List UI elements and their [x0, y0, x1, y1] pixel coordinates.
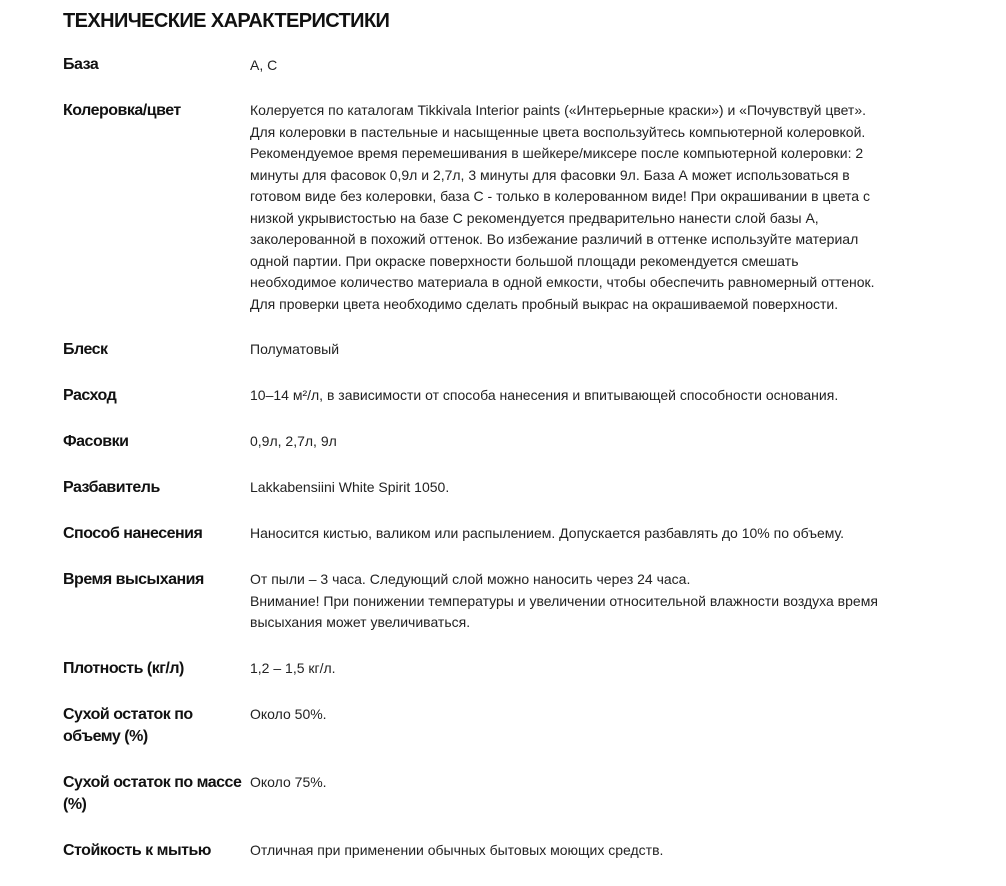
spec-label: Колеровка/цвет [63, 102, 181, 119]
spec-row-packaging [63, 431, 963, 453]
spec-value: Наносится кистью, валиком или распылением. Допускается разбавлять до 10% по объему. [250, 525, 845, 541]
technical-specs-section [63, 8, 963, 886]
spec-label: Фасовки [63, 433, 129, 450]
spec-label: Плотность (кг/л) [63, 659, 184, 677]
spec-value: 1,2 – 1,5 кг/л. [250, 659, 336, 676]
spec-value: Около 50%. [250, 705, 327, 722]
spec-row-solids-volume [63, 704, 963, 748]
spec-row-consumption [63, 385, 963, 407]
spec-value: Lakkabensiini White Spirit 1050. [250, 479, 450, 495]
spec-row-wash-resistance [63, 840, 963, 862]
spec-row-solids-mass [63, 772, 963, 816]
spec-label: Расход [63, 387, 117, 404]
spec-row-tinting [63, 100, 963, 315]
spec-value: Отличная при применении обычных бытовых моющих средств. [250, 841, 664, 858]
spec-label: Стойкость к мытью [63, 841, 211, 859]
spec-row-application [63, 523, 963, 545]
spec-row-density [63, 658, 963, 680]
spec-row-drying-time [63, 569, 963, 634]
spec-label: Разбавитель [63, 479, 160, 496]
spec-label: Блеск [63, 341, 108, 358]
spec-row-gloss [63, 339, 963, 361]
spec-value: 10–14 м²/л, в зависимости от способа нанесения и впитывающей способности основания. [250, 387, 839, 403]
spec-value: Колеруется по каталогам Tikkivala Interior paints («Интерьерные краски») и «Почувствуй цвет». Для колеровки в пастельные и насыщенные цвета воспользуйтесь компьютерной колеровкой. Рекомендуемое время перемешивания в шейкере/миксере после компьютерной колеровки: 2 минуты для фасовок 0,9л и 2,7л, 3 минуты для фасовки 9л. База А может использоваться в готовом виде без колеровки, база С - только в колерованном виде! При окрашивании в цвета с низкой укрывистостью на базе С рекомендуется предварительно нанести слой базы А, заколерованной в похожий оттенок. Во избежание различий в оттенке используйте материал одной партии. При окраске поверхности большой площади рекомендуется смешать необходимое количество материала в одной емкости, чтобы обеспечить равномерный оттенок. Для проверки цвета необходимо сделать пробный выкрас на окрашиваемой поверхности. [250, 102, 875, 312]
spec-label: Время высыхания [63, 571, 204, 588]
spec-label: Способ нанесения [63, 525, 203, 542]
spec-row-base [63, 54, 963, 76]
spec-value: A, C [250, 57, 278, 73]
specs-table [63, 54, 963, 862]
spec-value: От пыли – 3 часа. Следующий слой можно наносить через 24 часа. Внимание! При понижении температуры и увеличении относительной влажности воздуха время высыхания может увеличиваться. [250, 571, 878, 630]
spec-label: База [63, 56, 99, 73]
spec-value: 0,9л, 2,7л, 9л [250, 433, 337, 449]
spec-label: Сухой остаток по массе (%) [63, 773, 242, 813]
spec-value: Полуматовый [250, 341, 340, 357]
spec-value: Около 75%. [250, 773, 327, 790]
section-title: ТЕХНИЧЕСКИЕ ХАРАКТЕРИСТИКИ [63, 10, 390, 32]
spec-label: Сухой остаток по объему (%) [63, 705, 193, 745]
spec-row-thinner [63, 477, 963, 499]
